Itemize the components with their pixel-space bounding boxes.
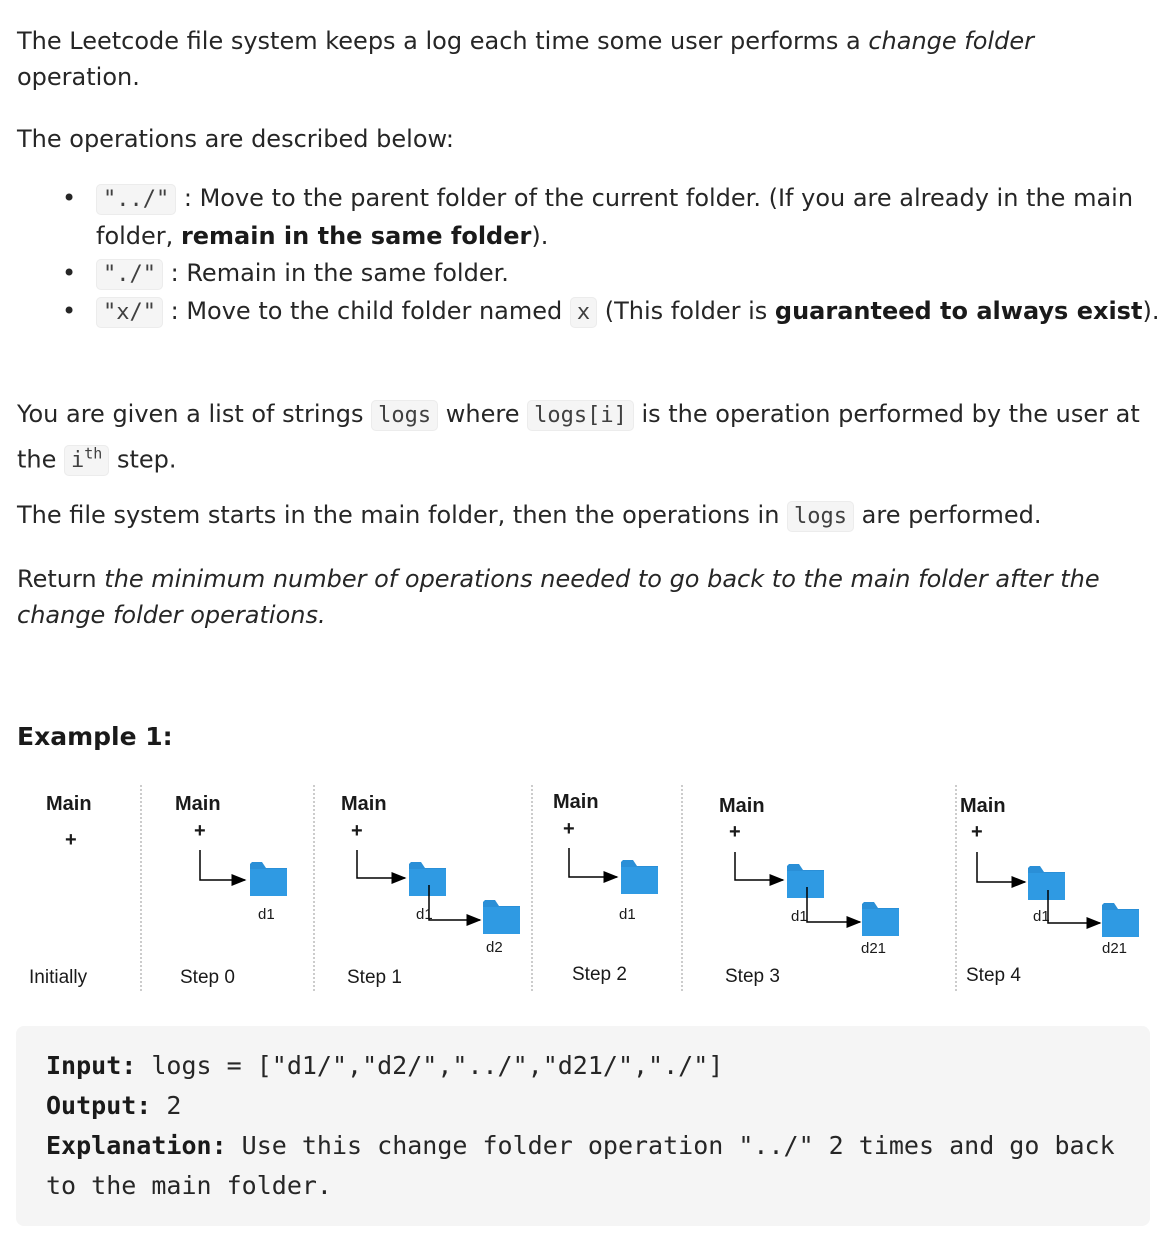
arrow <box>200 850 245 880</box>
given-text-end: step. <box>109 445 177 474</box>
given-text: where <box>438 400 528 428</box>
intro-text-end: operation. <box>17 63 140 91</box>
folder-icon <box>409 862 446 896</box>
main-label: Main <box>553 791 599 813</box>
output-label: Output: <box>46 1091 152 1120</box>
step-label: Step 3 <box>725 966 780 987</box>
step-label: Step 0 <box>180 967 235 988</box>
code-child: "x/" <box>96 297 163 328</box>
arrow <box>735 852 783 880</box>
bullet-icon: • <box>62 297 77 325</box>
bullet-icon: • <box>62 184 77 212</box>
operation-item-child <box>0 293 1160 331</box>
operation-text-mid: (This folder is <box>597 297 775 325</box>
example-pre <box>16 1026 1150 1226</box>
folder-label-d1: d1 <box>791 908 808 925</box>
panel-step-3 <box>719 795 899 987</box>
folder-icon <box>621 860 658 894</box>
operation-text: : Move to the child folder named <box>162 297 570 325</box>
step-label: Step 4 <box>966 965 1021 986</box>
explanation-value: Use this change folder operation "../" 2 times and go back to the main folder. <box>46 1131 1130 1200</box>
code-logs: logs <box>371 400 438 431</box>
plus-icon: + <box>351 820 363 842</box>
panel-step-2 <box>553 791 658 985</box>
plus-icon: + <box>194 820 206 842</box>
code-logs-i: logs[i] <box>527 400 634 431</box>
step-label: Step 1 <box>347 967 402 988</box>
folder-icon <box>1102 903 1139 937</box>
code-same: "./" <box>96 259 163 290</box>
plus-icon: + <box>971 821 983 843</box>
panel-step-0 <box>175 793 287 988</box>
folder-label-d1: d1 <box>619 906 636 923</box>
main-label: Main <box>175 793 221 815</box>
plus-icon: + <box>729 821 741 843</box>
folder-icon <box>862 902 899 936</box>
return-text: Return <box>17 565 105 593</box>
main-label: Main <box>341 793 387 815</box>
folder-label-d1: d1 <box>1033 908 1050 925</box>
operation-bold: remain in the same folder <box>180 222 532 250</box>
example-title: Example 1: <box>17 722 173 751</box>
step-label: Step 2 <box>572 964 627 985</box>
operations-heading-text: The operations are described below: <box>17 125 454 153</box>
operation-bold: guaranteed to always exist <box>774 297 1143 325</box>
explanation-label: Explanation: <box>46 1131 227 1160</box>
code-i: i <box>71 448 85 474</box>
example-code-block <box>16 1026 1150 1226</box>
panel-initially <box>29 793 92 988</box>
folder-icon <box>250 862 287 896</box>
main-label: Main <box>46 793 92 815</box>
operation-text-end: ). <box>531 222 549 250</box>
starts-text: The file system starts in the main folder, then the operations in <box>17 501 788 529</box>
input-value: logs = ["d1/","d2/","../","d21/","./"] <box>136 1051 724 1080</box>
operation-item-same <box>0 255 1160 293</box>
operation-text-end: ). <box>1142 297 1160 325</box>
output-value: 2 <box>151 1091 182 1120</box>
intro-emphasis: change folder <box>868 27 1034 55</box>
folder-label-d21: d21 <box>861 940 887 957</box>
operation-text: : Remain in the same folder. <box>162 259 509 287</box>
folder-icon <box>787 864 824 898</box>
given-text: You are given a list of strings <box>17 400 372 428</box>
main-label: Main <box>960 795 1006 817</box>
bullet-icon: • <box>62 259 77 287</box>
folder-icon <box>1028 866 1065 900</box>
folder-icon <box>483 900 520 934</box>
panel-step-4 <box>960 795 1139 986</box>
arrow <box>357 850 405 878</box>
return-emphasis: the minimum number of operations needed to go back to the main folder after the change folder operations. <box>17 565 1100 629</box>
plus-icon: + <box>563 818 575 840</box>
example-diagram <box>17 780 1157 1010</box>
folder-label-d1: d1 <box>258 906 275 923</box>
operations-heading <box>17 121 1157 157</box>
operation-item-parent <box>0 180 1160 255</box>
folder-label-d2: d2 <box>486 939 503 956</box>
code-logs: logs <box>787 501 854 532</box>
arrow <box>977 852 1025 882</box>
operation-text: : Move to the parent folder of the current folder. (If you are already in the main folder, <box>96 184 1134 250</box>
given-paragraph <box>17 395 1157 480</box>
code-x: x <box>570 297 597 328</box>
diagram-svg <box>17 780 1157 1010</box>
operations-list <box>0 180 1160 331</box>
folder-label-d1: d1 <box>416 906 433 923</box>
intro-paragraph <box>17 23 1157 95</box>
step-label: Initially <box>29 967 88 988</box>
panel-step-1 <box>341 793 520 988</box>
starts-text-end: are performed. <box>854 501 1042 529</box>
arrow <box>569 848 617 877</box>
input-label: Input: <box>46 1051 137 1080</box>
code-ith <box>64 445 109 476</box>
superscript-th: th <box>84 445 103 463</box>
main-label: Main <box>719 795 765 817</box>
plus-icon: + <box>65 829 77 851</box>
starts-paragraph <box>17 497 1157 535</box>
folder-label-d21: d21 <box>1102 940 1128 957</box>
intro-text: The Leetcode file system keeps a log each time some user performs a <box>17 27 869 55</box>
given-text: is the operation performed by the user at the <box>17 400 1140 474</box>
code-parent: "../" <box>96 184 176 215</box>
return-paragraph <box>17 561 1157 633</box>
